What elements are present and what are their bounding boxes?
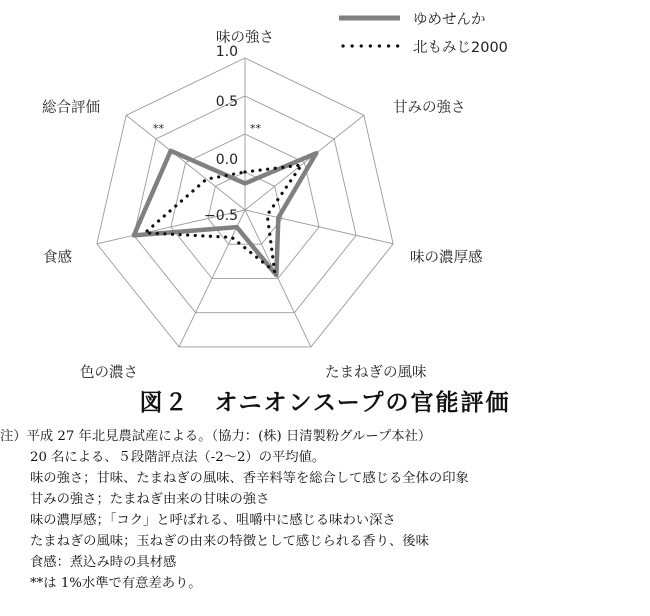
axis-label: 食感 [43, 250, 72, 266]
axis-label: 甘みの強さ [393, 100, 466, 116]
tick-label: 0.5 [215, 94, 238, 110]
tick-label: −0.5 [204, 208, 238, 224]
radar-labels [42, 29, 483, 381]
note-line: 20 名による、５段階評点法（-2〜2）の平均値。 [30, 450, 326, 465]
legend-label-series-2: 北もみじ2000 [413, 40, 508, 56]
note-line: **は 1%水準で有意差あり。 [30, 576, 202, 591]
tick-label: 1.0 [215, 44, 238, 60]
legend-label-series-1: ゆめせんか [413, 12, 486, 28]
note-line: 食感：煮込み時の具材感 [30, 555, 177, 570]
axis-spoke [245, 115, 364, 210]
significance-marker: ** [153, 122, 164, 135]
note-line: 味の強さ；甘味、たまねぎの風味、香辛料等を総合して感じる全体の印象 [30, 471, 469, 486]
note-line: 甘みの強さ；たまねぎ由来の甘味の強さ [30, 492, 270, 507]
note-line: 注）平成 27 年北見農試産による。（協力：(株) 日清製粉グループ本社） [0, 429, 432, 444]
axis-label: たまねぎの風味 [325, 365, 427, 381]
figure-title: 図２ オニオンスープの官能評価 [139, 390, 511, 416]
notes [0, 426, 650, 594]
note-line: 味の濃厚感；「コク」と呼ばれる、咀嚼中に感じる味わい深さ [30, 513, 396, 528]
significance-marker: ** [250, 122, 261, 135]
axis-label: 総合評価 [42, 100, 100, 116]
note-line: たまねぎの風味；玉ねぎの由来の特徴として感じられる香り、後味 [30, 534, 429, 549]
radar-grid [97, 58, 393, 347]
axis-label: 味の強さ [216, 30, 274, 46]
legend [339, 11, 508, 56]
axis-label: 色の濃さ [80, 365, 138, 381]
tick-label: 0.0 [215, 152, 238, 168]
axis-label: 味の濃厚感 [410, 250, 483, 266]
